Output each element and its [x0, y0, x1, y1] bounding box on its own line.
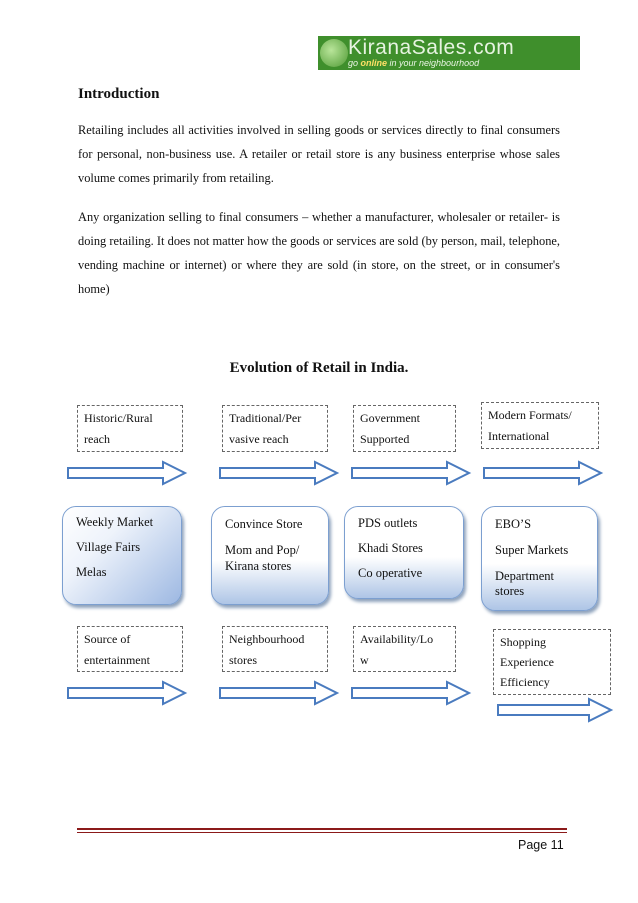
page-number: Page 11: [518, 838, 564, 852]
stage-2-bottom-arrow: [218, 680, 340, 706]
format-co-operative: Co operative: [358, 566, 423, 580]
format-pds-outlets: PDS outlets: [358, 516, 418, 530]
stage-1-formats-box: [62, 506, 182, 605]
stage-1-bottom-arrow: [66, 680, 188, 706]
format-khadi-stores: Khadi Stores: [358, 541, 423, 555]
stage-4-bottom-arrow: [496, 697, 614, 723]
format-village-fairs: Village Fairs: [76, 540, 141, 554]
format-department: Department: [495, 569, 555, 583]
format-super-markets: Super Markets: [495, 543, 569, 557]
stage-1-benefit-box: Source of entertainment: [77, 626, 183, 672]
stage-3-benefit-box: Availability/Lo w: [353, 626, 456, 672]
format-ebos: EBO’S: [495, 517, 532, 531]
footer-rule: [77, 828, 567, 830]
format-weekly-market: Weekly Market: [76, 515, 154, 529]
logo-tagline: go online in your neighbourhood: [348, 58, 480, 68]
logo-title: KiranaSales.com: [348, 36, 515, 59]
logo-orb-icon: [320, 39, 348, 67]
stage-3-top-arrow: [350, 460, 472, 486]
format-convince-store: Convince Store: [225, 517, 303, 531]
format-stores: stores: [495, 584, 525, 598]
intro-paragraph-1: Retailing includes all activities involved in selling goods or services directly to final consumers for personal, non-business use. A retailer or retail store is any business enterprise whose sales volume comes primarily from retailing.: [78, 123, 560, 185]
stage-2-reach-box: Traditional/Per vasive reach: [222, 405, 328, 452]
stage-2-top-arrow: [218, 460, 340, 486]
intro-heading: Introduction: [78, 86, 160, 102]
stage-4-reach-box: Modern Formats/ International: [481, 402, 599, 449]
stage-4-top-arrow: [482, 460, 604, 486]
stage-1-top-arrow: [66, 460, 188, 486]
footer-rule-thin: [77, 832, 567, 833]
format-kirana-stores: Kirana stores: [225, 559, 292, 573]
stage-1-reach-box: Historic/Rural reach: [77, 405, 183, 452]
stage-3-reach-box: Government Supported: [353, 405, 456, 452]
stage-4-benefit-box: Shopping Experience Efficiency: [493, 629, 611, 695]
evolution-title: Evolution of Retail in India.: [229, 360, 409, 376]
stage-4-formats-box: [481, 506, 598, 611]
stage-2-formats-box: [211, 506, 329, 605]
stage-3-bottom-arrow: [350, 680, 472, 706]
stage-3-formats-box: [344, 506, 464, 599]
format-melas: Melas: [76, 565, 107, 579]
intro-paragraph-2: Any organization selling to final consumers – whether a manufacturer, wholesaler or retailer- is doing retailing. It does not matter how the goods or services are sold (by person, mail, telephone, vending machine or internet) or where they are sold (in store, on the street, or in consumer's home): [78, 210, 560, 296]
format-mom-and-pop: Mom and Pop/: [225, 543, 300, 557]
kiranasales-logo: [318, 36, 580, 70]
stage-2-benefit-box: Neighbourhood stores: [222, 626, 328, 672]
